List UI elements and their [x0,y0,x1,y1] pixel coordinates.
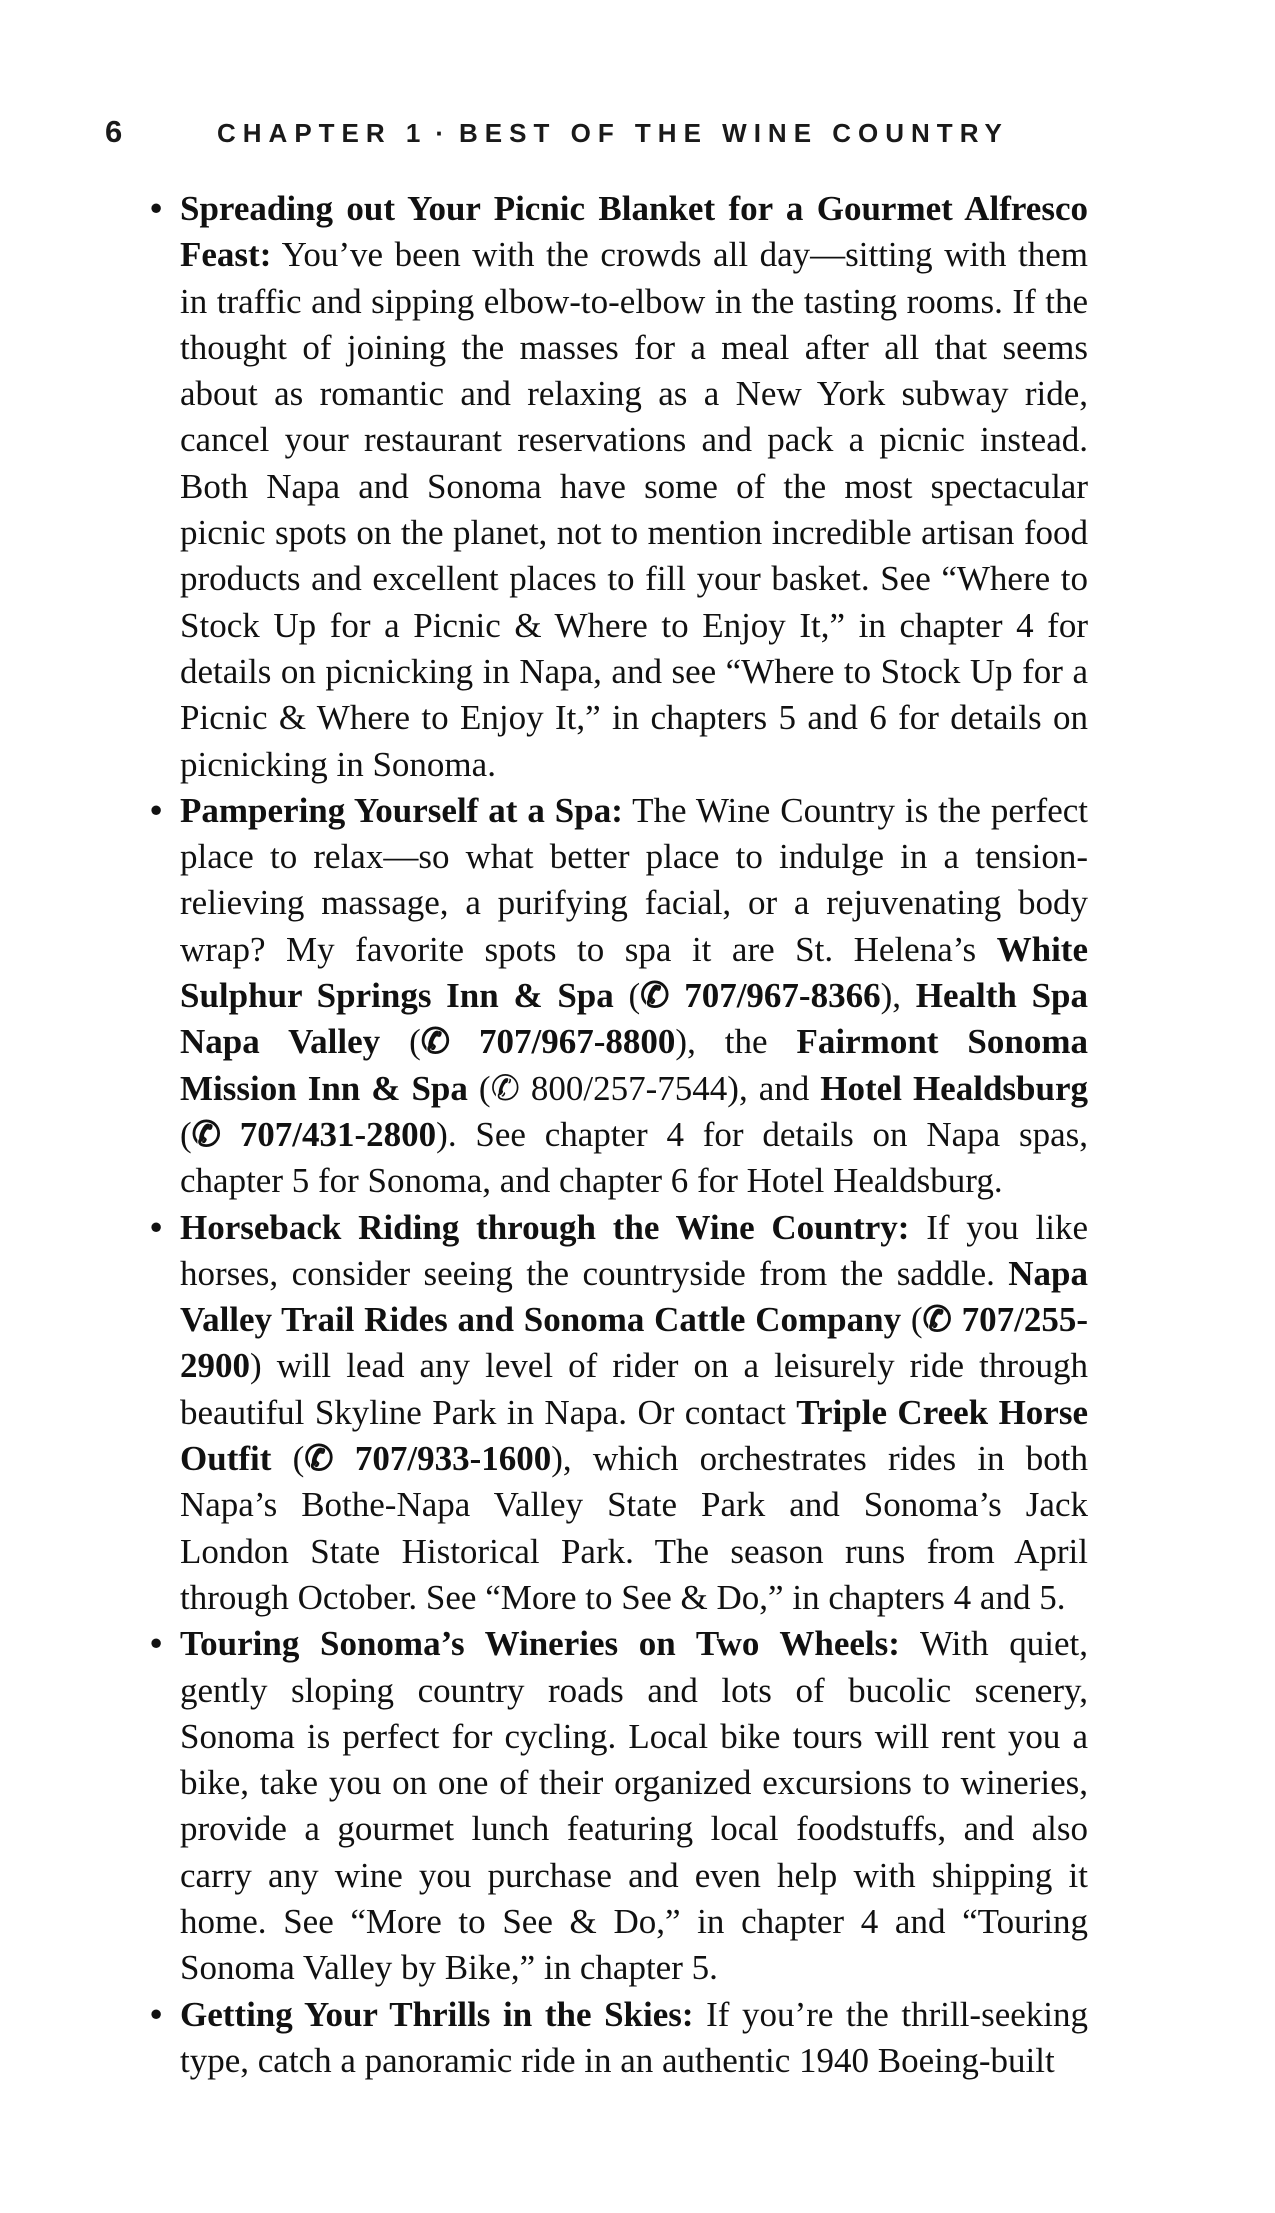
body-text [150,186,1088,2084]
item-text: ( [613,976,641,1016]
phone-number: ✆ 707/431-2800 [191,1114,437,1154]
bullet-icon: • [150,1207,163,1247]
section-title: BEST OF THE WINE COUNTRY [459,118,1009,148]
bullet-item-horseback [150,1205,1088,1622]
running-head [217,118,1009,149]
item-text: ( [901,1300,923,1340]
item-title: Touring Sonoma’s Wineries on Two Wheels: [180,1624,900,1664]
item-text: If you like horses, consider seeing the countryside from the saddle. [180,1207,1088,1293]
item-title: Pampering Yourself at a Spa: [180,790,623,830]
item-text: The Wine Country is the perfect place to relax—so what better place to indulge in a tension-relieving massage, a purifying facial, or a rejuvenating body wrap? My favorite spots to spa it are St. Helena’s [180,790,1088,969]
venue-name: Hotel Healdsburg [820,1068,1088,1108]
venue-name: Napa Valley Trail Rides and Sonoma Cattle Company [180,1253,1088,1340]
item-text: ), the [675,1022,797,1062]
item-text: With quiet, gently sloping country roads and lots of bucolic scenery, Sonoma is perfect for cycling. Local bike tours will rent you a bike, take you on one of their organized excursions to wineries, provide a gourmet lunch featuring local foodstuffs, and also carry any wine you purchase and even help with shipping it home. See “More to See & Do,” in chapter 4 and “Touring Sonoma Valley by Bike,” in chapter 5. [180,1624,1088,1988]
phone-number: ✆ 707/933-1600 [304,1439,552,1479]
bullet-icon: • [150,790,163,830]
item-text: ), which orchestrates rides in both Napa’s Bothe-Napa Valley State Park and Sonoma’s Jack London State Historical Park. The season runs from April through October. See “More to See & Do,” in chapters 4 and 5. [180,1439,1089,1617]
bullet-item-cycling [150,1621,1088,1991]
item-text: You’ve been with the crowds all day—sitting with them in traffic and sipping elbow-to-elbow in the tasting rooms. If the thought of joining the masses for a meal after all that seems about as romantic and relaxing as a New York subway ride, cancel your restaurant reservations and pack a picnic instead. Both Napa and Sonoma have some of the most spectacular picnic spots on the planet, not to mention incredible artisan food products and excellent places to fill your basket. See “Where to Stock Up for a Picnic & Where to Enjoy It,” in chapter 4 for details on picnicking in Napa, and see “Where to Stock Up for a Picnic & Where to Enjoy It,” in chapters 5 and 6 for details on picnicking in Sonoma. [180,235,1088,784]
item-text: ( [180,1114,192,1154]
item-text: ( [271,1439,305,1479]
item-text: If you’re the thrill-seeking type, catch a panoramic ride in an authentic 1940 Boeing-built [180,1994,1088,2080]
chapter-label: CHAPTER 1 [217,118,428,148]
bullet-item-skies [150,1992,1088,2085]
bullet-icon: • [150,1994,163,2034]
item-title: Horseback Riding through the Wine Country: [180,1207,910,1247]
item-title: Spreading out Your Picnic Blanket for a Gourmet Alfresco Feast: [180,189,1088,275]
venue-name: White Sulphur Springs Inn & Spa [180,929,1088,1016]
item-text: (✆ 800/257-7544), and [467,1068,821,1108]
venue-name: Fairmont Sonoma Mission Inn & Spa [180,1022,1088,1108]
item-text: ), [880,976,916,1016]
bullet-icon: • [150,1624,163,1664]
item-title: Getting Your Thrills in the Skies: [180,1994,694,2034]
phone-number: ✆ 707/967-8800 [420,1022,676,1062]
venue-name: Triple Creek Horse Outfit [180,1392,1088,1479]
item-text: ) will lead any level of rider on a leisurely ride through beautiful Skyline Park in Napa. Or contact [180,1346,1088,1432]
item-text: ( [380,1022,421,1062]
bullet-item-picnic [150,186,1088,788]
venue-name: Health Spa Napa Valley [180,976,1088,1062]
running-header [105,114,1235,154]
phone-number: ✆ 707/255-2900 [180,1300,1088,1386]
phone-number: ✆ 707/967-8366 [640,976,881,1016]
bullet-icon: • [150,189,163,228]
item-text: ). See chapter 4 for details on Napa spas, chapter 5 for Sonoma, and chapter 6 for Hotel Healdsburg. [180,1114,1089,1201]
page-number: 6 [105,114,123,149]
header-separator: · [435,118,452,148]
bullet-item-spa [150,788,1088,1205]
